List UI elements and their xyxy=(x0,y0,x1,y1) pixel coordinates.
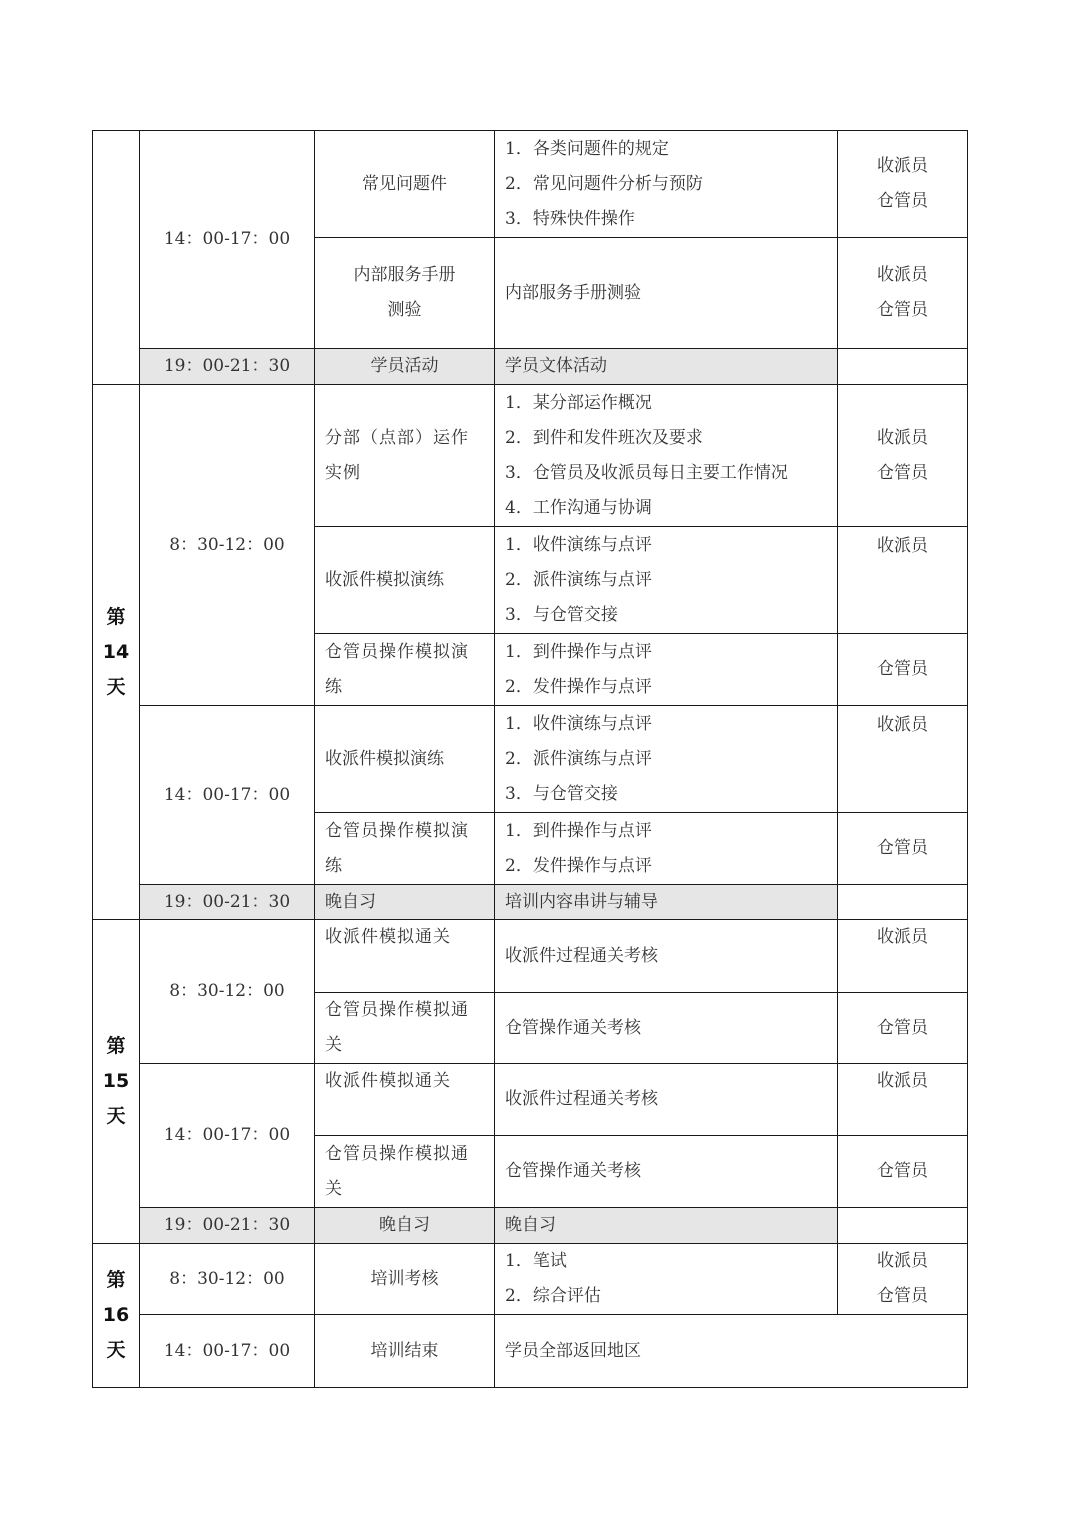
day14-participants-warehouse-drill-pm: 仓管员 xyxy=(837,812,968,885)
day15-content-warehouse-pass-am: 仓管操作通关考核 xyxy=(494,992,838,1064)
day14-content-branch-operations: 1．某分部运作概况 2．到件和发件班次及要求 3．仓管员及收派员每日主要工作情况 4．工作沟通与协调 xyxy=(494,384,838,527)
day15-topic-warehouse-pass-am: 仓管员操作模拟通 关 xyxy=(314,992,495,1064)
day15-participants-warehouse-pass-pm: 仓管员 xyxy=(837,1135,968,1208)
day13-evening-participants xyxy=(837,348,968,385)
day15-content-warehouse-pass-pm: 仓管操作通关考核 xyxy=(494,1135,838,1208)
day15-evening-content: 晚自习 xyxy=(494,1207,838,1244)
day16-morning-content: 1．笔试 2．综合评估 xyxy=(494,1243,838,1315)
day16-afternoon-time: 14：00-17：00 xyxy=(139,1314,315,1388)
day14-label: 第 14 天 xyxy=(92,384,140,920)
day16-morning-topic: 培训考核 xyxy=(314,1243,495,1315)
day14-participants-courier-drill-pm: 收派员 xyxy=(837,705,968,813)
day14-content-warehouse-drill-am: 1．到件操作与点评 2．发件操作与点评 xyxy=(494,633,838,706)
day13-participants-problem-parcels: 收派员 仓管员 xyxy=(837,130,968,238)
day15-evening-topic: 晚自习 xyxy=(314,1207,495,1244)
day13-content-problem-parcels: 1．各类问题件的规定 2．常见问题件分析与预防 3．特殊快件操作 xyxy=(494,130,838,238)
day15-content-courier-pass-pm: 收派件过程通关考核 xyxy=(494,1063,838,1136)
day14-topic-courier-drill-pm: 收派件模拟演练 xyxy=(314,705,495,813)
day16-afternoon-topic: 培训结束 xyxy=(314,1314,495,1388)
day13-afternoon-time: 14：00-17：00 xyxy=(139,130,315,349)
day14-participants-courier-drill-am: 收派员 xyxy=(837,526,968,634)
day15-topic-courier-pass-pm: 收派件模拟通关 xyxy=(314,1063,495,1136)
day16-label: 第 16 天 xyxy=(92,1243,140,1388)
day14-content-courier-drill-am: 1．收件演练与点评 2．派件演练与点评 3．与仓管交接 xyxy=(494,526,838,634)
day15-evening-participants xyxy=(837,1207,968,1244)
day14-topic-courier-drill-am: 收派件模拟演练 xyxy=(314,526,495,634)
day14-evening-content: 培训内容串讲与辅导 xyxy=(494,884,838,920)
day14-evening-topic: 晚自习 xyxy=(314,884,495,920)
day15-evening-time: 19：00-21：30 xyxy=(139,1207,315,1244)
day15-morning-time: 8：30-12：00 xyxy=(139,919,315,1064)
day15-content-courier-pass-am: 收派件过程通关考核 xyxy=(494,919,838,993)
day13-content-service-manual: 内部服务手册测验 xyxy=(494,237,838,349)
day15-participants-courier-pass-pm: 收派员 xyxy=(837,1063,968,1136)
day13-evening-content: 学员文体活动 xyxy=(494,348,838,385)
day14-topic-branch-operations: 分部（点部）运作 实例 xyxy=(314,384,495,527)
day15-label: 第 15 天 xyxy=(92,919,140,1244)
day14-participants-warehouse-drill-am: 仓管员 xyxy=(837,633,968,706)
day14-participants-branch-operations: 收派员 仓管员 xyxy=(837,384,968,527)
day15-topic-warehouse-pass-pm: 仓管员操作模拟通 关 xyxy=(314,1135,495,1208)
day15-participants-courier-pass-am: 收派员 xyxy=(837,919,968,993)
day14-evening-time: 19：00-21：30 xyxy=(139,884,315,920)
day13-topic-problem-parcels: 常见问题件 xyxy=(314,130,495,238)
day14-content-warehouse-drill-pm: 1．到件操作与点评 2．发件操作与点评 xyxy=(494,812,838,885)
day14-morning-time: 8：30-12：00 xyxy=(139,384,315,706)
day13-label-cell xyxy=(92,130,140,385)
day16-afternoon-content: 学员全部返回地区 xyxy=(494,1314,968,1388)
day15-topic-courier-pass-am: 收派件模拟通关 xyxy=(314,919,495,993)
day15-afternoon-time: 14：00-17：00 xyxy=(139,1063,315,1208)
day14-content-courier-drill-pm: 1．收件演练与点评 2．派件演练与点评 3．与仓管交接 xyxy=(494,705,838,813)
day16-morning-participants: 收派员 仓管员 xyxy=(837,1243,968,1315)
day16-morning-time: 8：30-12：00 xyxy=(139,1243,315,1315)
day14-topic-warehouse-drill-pm: 仓管员操作模拟演 练 xyxy=(314,812,495,885)
day13-participants-service-manual: 收派员 仓管员 xyxy=(837,237,968,349)
day14-afternoon-time: 14：00-17：00 xyxy=(139,705,315,885)
day13-topic-service-manual: 内部服务手册 测验 xyxy=(314,237,495,349)
day15-participants-warehouse-pass-am: 仓管员 xyxy=(837,992,968,1064)
day13-evening-topic: 学员活动 xyxy=(314,348,495,385)
day14-evening-participants xyxy=(837,884,968,920)
day13-evening-time: 19：00-21：30 xyxy=(139,348,315,385)
day14-topic-warehouse-drill-am: 仓管员操作模拟演 练 xyxy=(314,633,495,706)
